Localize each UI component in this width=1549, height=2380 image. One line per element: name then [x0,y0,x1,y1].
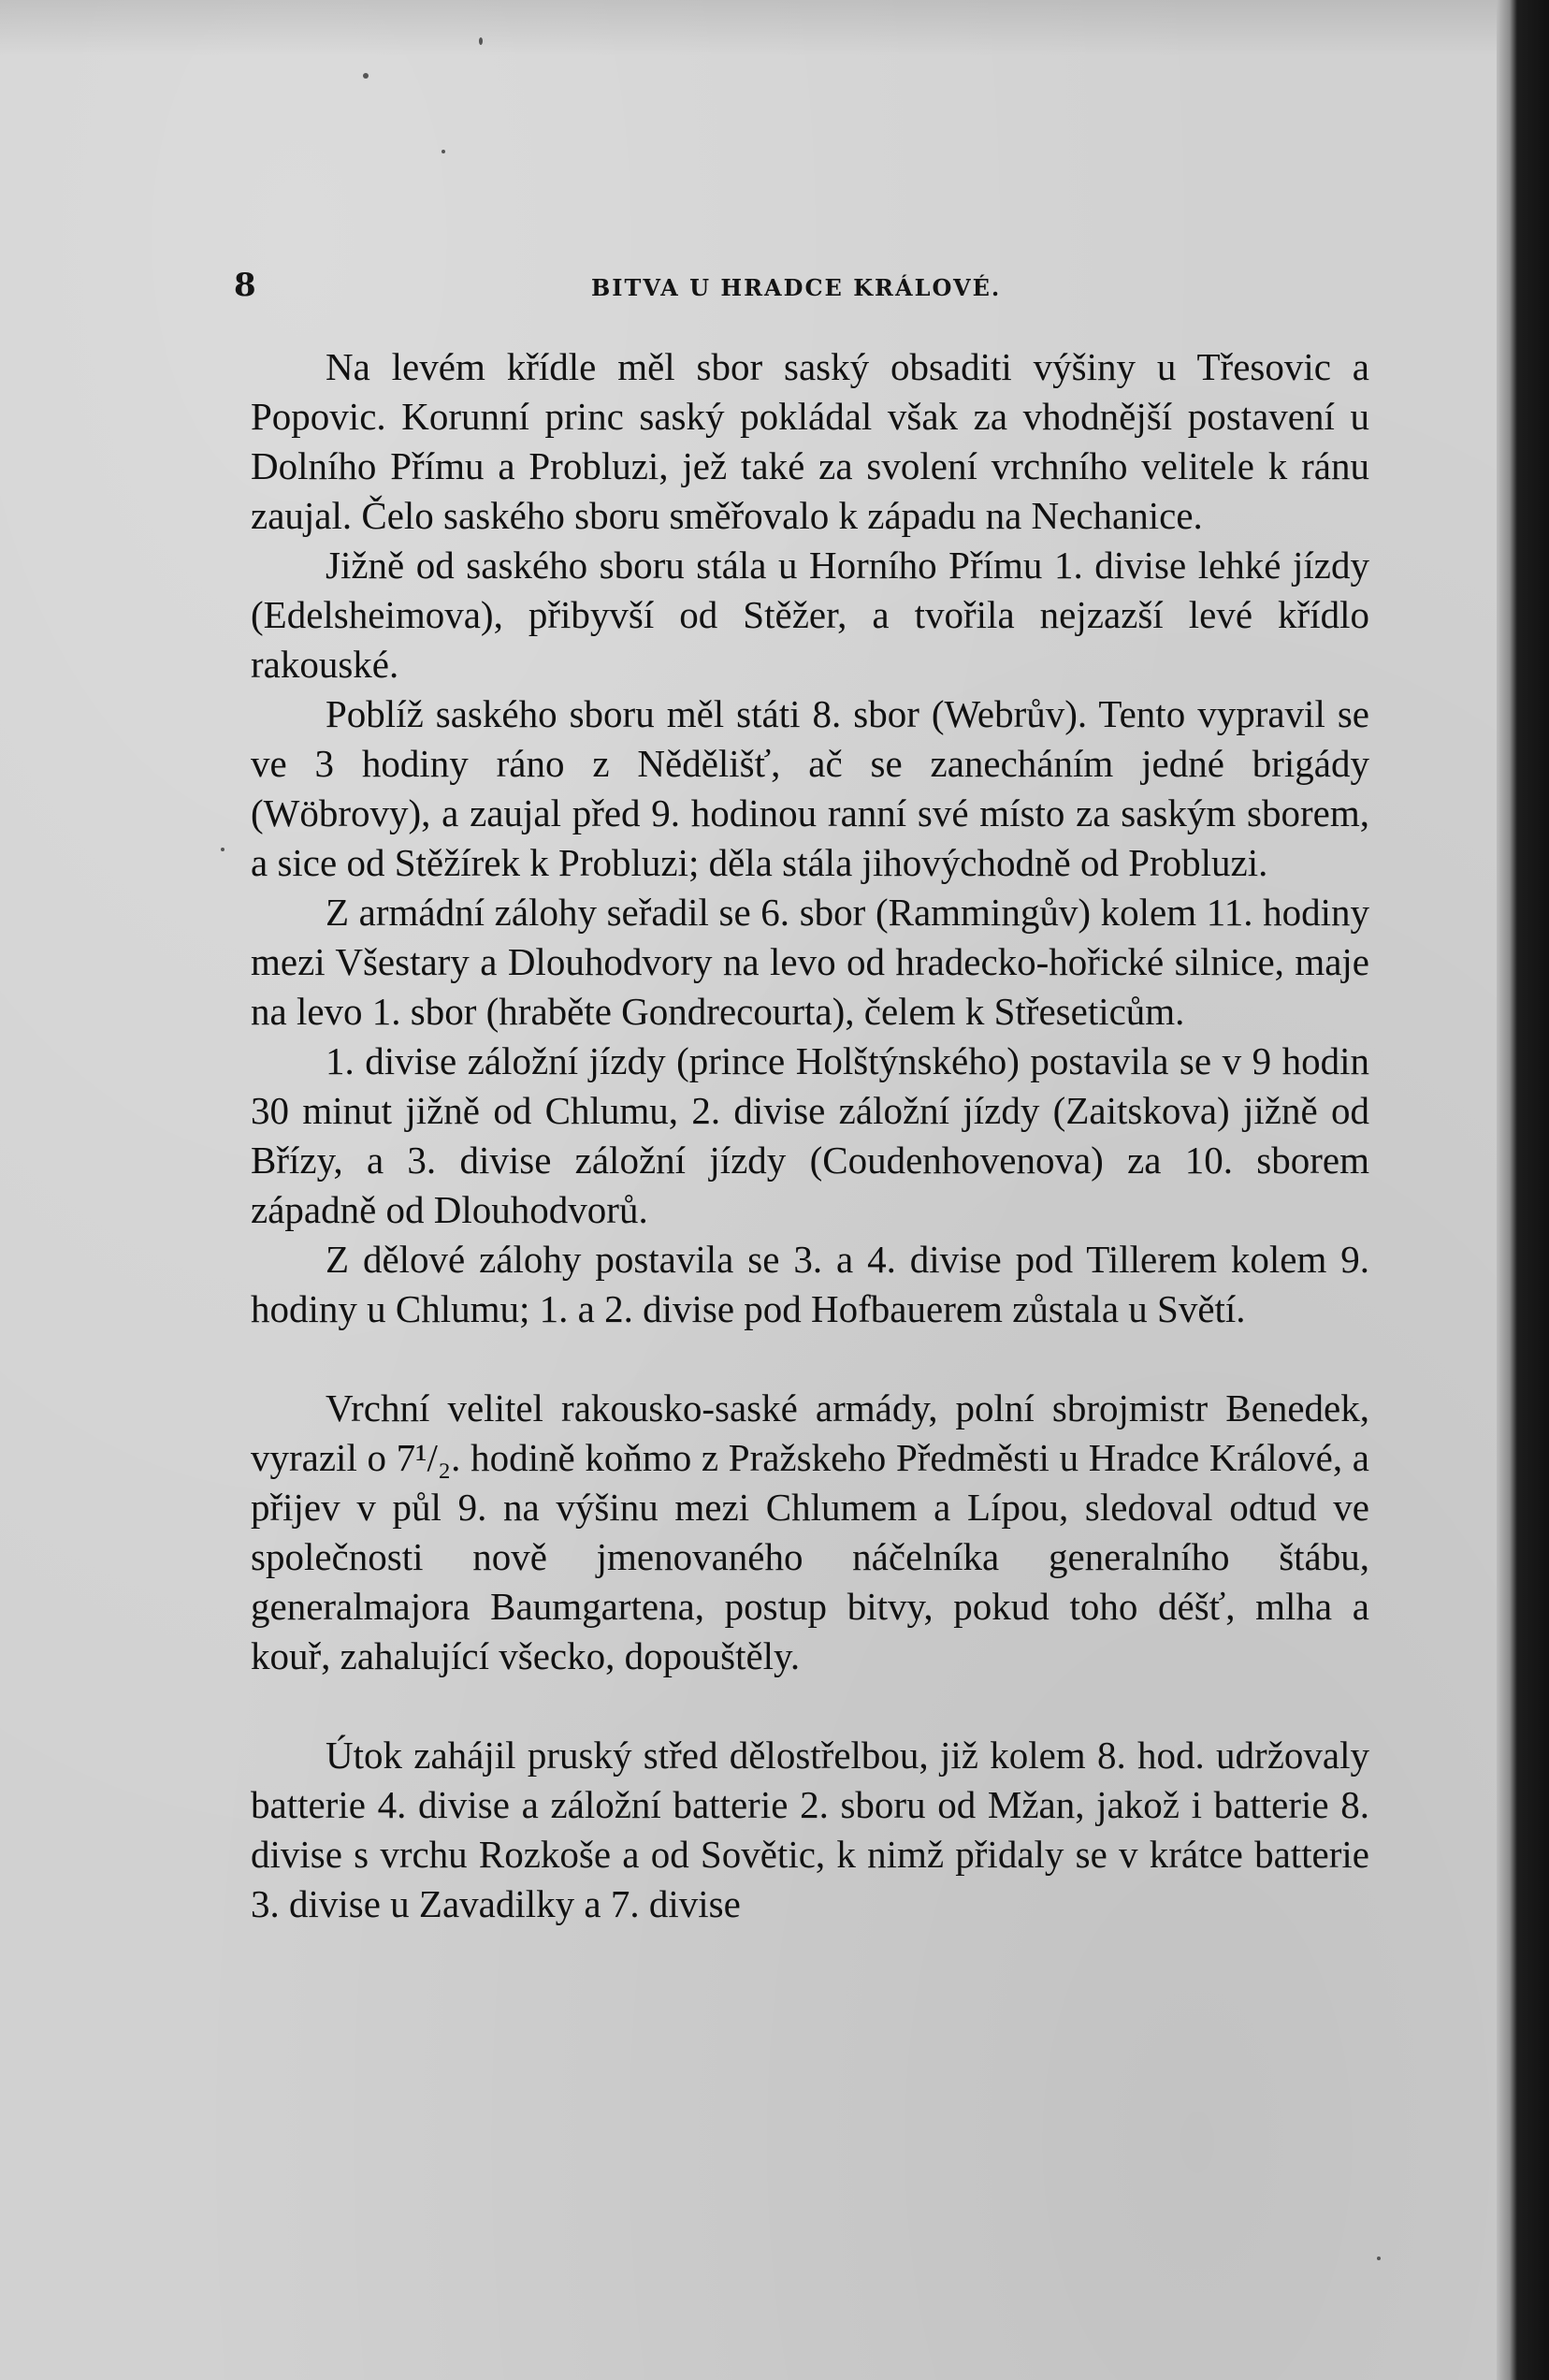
running-title: BITVA U HRADCE KRÁLOVÉ. [591,274,1002,301]
ink-speck [479,37,483,45]
page-header [234,267,1370,304]
top-shadow [0,0,1497,56]
paragraph: Útok zahájil pruský střed dělostřelbou, již kolem 8. hod. udržovaly batterie 4. divise a záložní batterie 2. sboru od Mžan, jakož i batterie 8. divise s vrchu Rozkoše a od Sovětic, k nimž přidaly se v krátce batterie 3. divise u Zavadilky a 7. divise [251,1734,1369,1925]
scan-right-edge [1497,0,1549,2380]
ink-speck [363,73,369,79]
ink-speck [1377,2257,1381,2260]
paragraph: Z armádní zálohy seřadil se 6. sbor (Rammingův) kolem 11. hodiny mezi Všestary a Dlouhodvory na levo od hradecko-hořické silnice, maje na levo 1. sbor (hraběte Gondrecourta), čelem k Střeseticům. [251,891,1369,1033]
paragraph: Poblíž saského sboru měl státi 8. sbor (Webrův). Tento vypravil se ve 3 hodiny ráno z Nědělišť, ač se zanecháním jedné brigády (Wöbrovy), a zaujal před 9. hodinou ranní své místo za saským sborem, a sice od Stěžírek k Probluzi; děla stála jihovýchodně od Probluzi. [251,692,1369,884]
paragraph: Z dělové zálohy postavila se 3. a 4. divise pod Tillerem kolem 9. hodiny u Chlumu; 1. a 2. divise pod Hofbauerem zůstala u Světí. [251,1238,1369,1330]
paragraph: Na levém křídle měl sbor saský obsaditi výšiny u Třesovic a Popovic. Korunní princ saský pokládal však za vhodnější postavení u Dolního Přímu a Probluzi, jež také za svolení vrchního velitele k ránu zaujal. Čelo saského sboru směřovalo k západu na Nechanice. [251,345,1369,537]
paragraph: Jižně od saského sboru stála u Horního Přímu 1. divise lehké jízdy (Edelsheimova), přibyvší od Stěžer, a tvořila nejzazší levé křídlo rakouské. [251,544,1369,686]
page-number: 8 [234,267,256,304]
paragraph: 1. divise záložní jízdy (prince Holštýnského) postavila se v 9 hodin 30 minut jižně od Chlumu, 2. divise záložní jízdy (Zaitskova) jižně od Břízy, a 3. divise záložní jízdy (Coudenhovenova) za 10. sborem západně od Dlouhodvorů. [251,1039,1369,1231]
ink-speck [221,848,224,851]
ink-speck [442,150,445,153]
body-text [251,342,1369,1929]
paragraph: Vrchní velitel rakousko-saské armády, polní sbrojmistr Benedek, vyrazil o 7¹/₂. hodině koňmo z Pražskeho Předměsti u Hradce Králové, a přijev v půl 9. na výšinu mezi Chlumem a Lípou, sledoval odtud ve společnosti nově jmenovaného náčelníka generalního štábu, generalmajora Baumgartena, postup bitvy, pokud toho déšť, mlha a kouř, zahalující všecko, dopouštěly. [251,1386,1369,1677]
